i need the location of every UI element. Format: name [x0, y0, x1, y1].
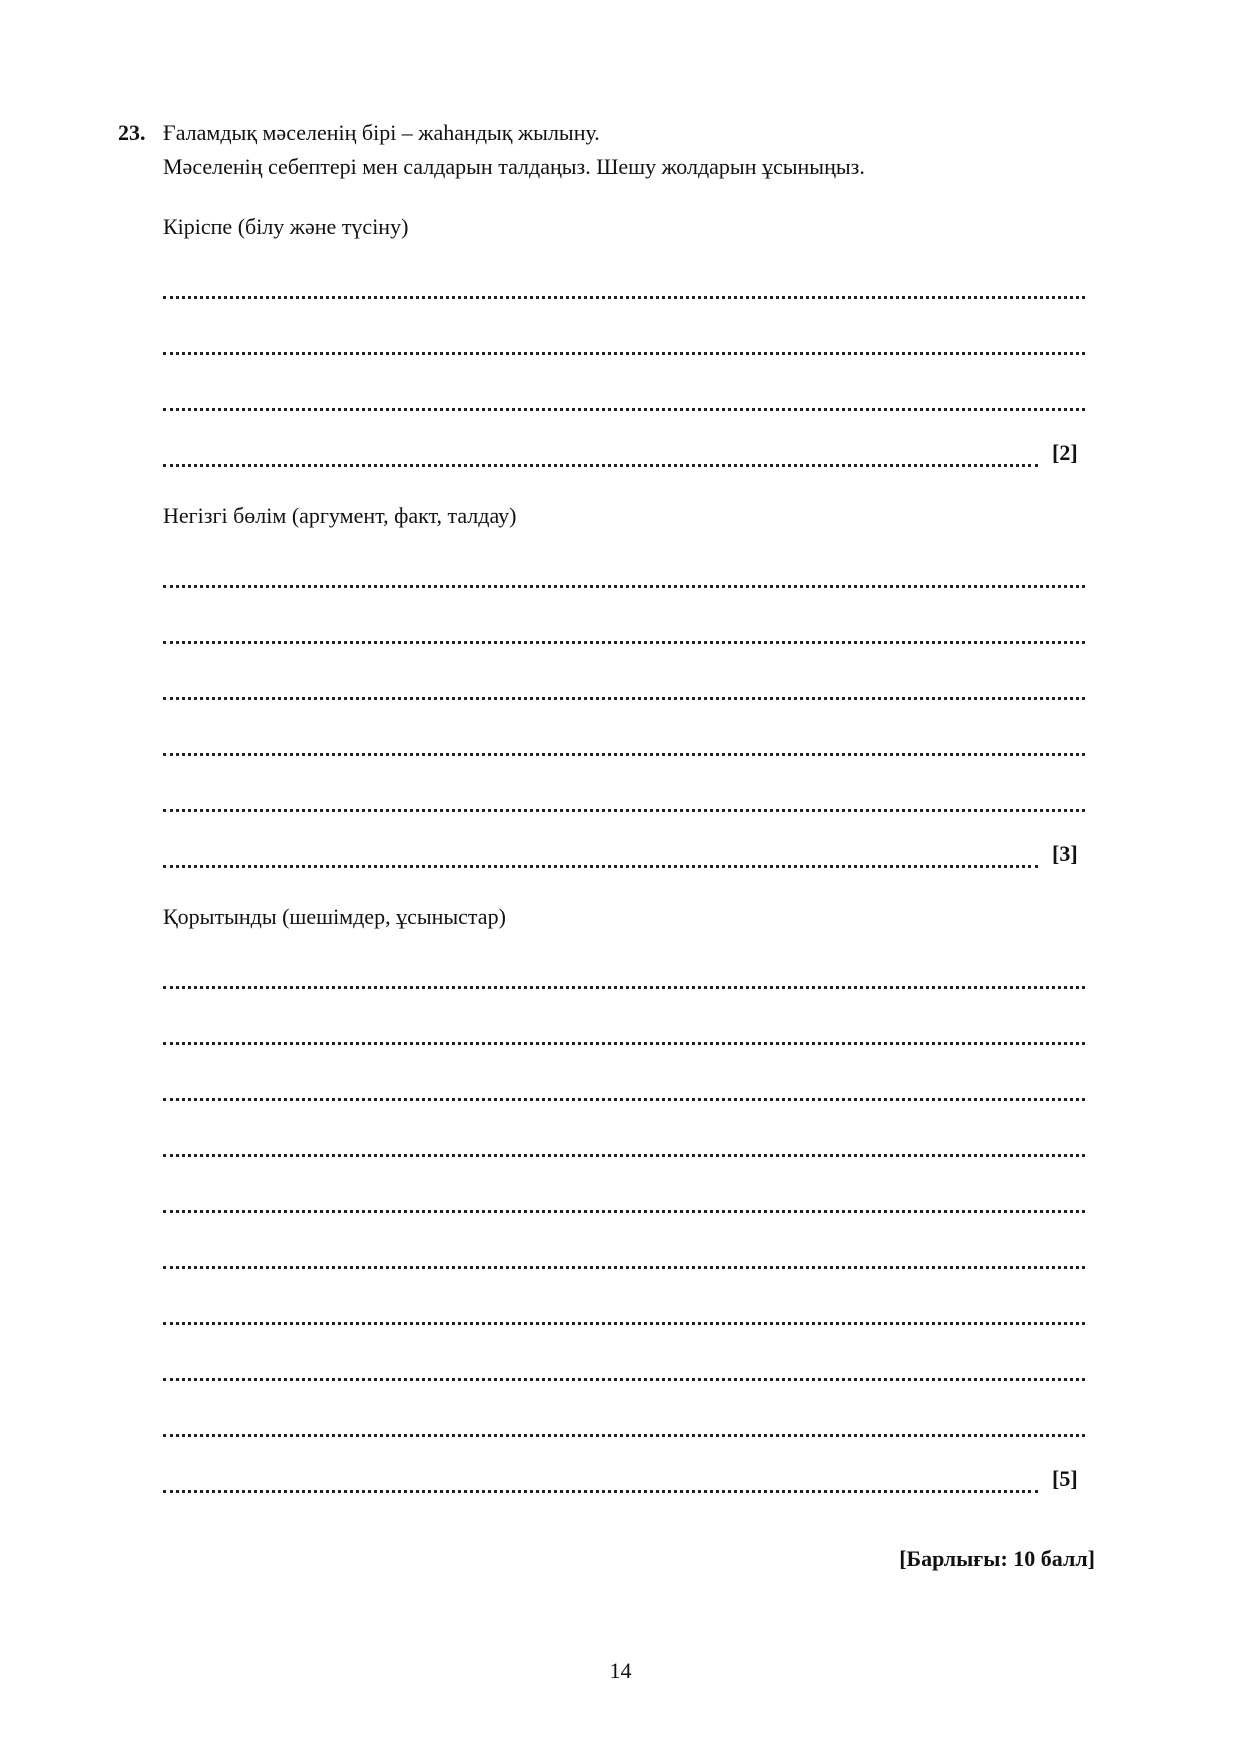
- answer-line[interactable]: [163, 1434, 1085, 1437]
- page-number: 14: [609, 1658, 632, 1683]
- answer-line[interactable]: [163, 352, 1085, 355]
- question-text-line-2: Мәселенің себептері мен салдарын талдаңыз. Шешу жолдарын ұсыныңыз.: [163, 154, 865, 179]
- answer-line[interactable]: [163, 1154, 1085, 1157]
- answer-line[interactable]: [163, 585, 1085, 588]
- answer-line[interactable]: [163, 697, 1085, 700]
- answer-line[interactable]: [163, 809, 1085, 812]
- answer-line[interactable]: [163, 1322, 1085, 1325]
- answer-line[interactable]: [163, 986, 1085, 989]
- section-title-introduction: Кіріспе (білу және түсіну): [163, 214, 409, 239]
- section-title-main-part: Негізгі бөлім (аргумент, факт, талдау): [163, 503, 517, 528]
- question-text-line-1: Ғаламдық мәселенің бірі – жаһандық жылыну.: [163, 120, 600, 145]
- question-number: 23.: [118, 120, 146, 145]
- answer-line[interactable]: [163, 641, 1085, 644]
- section-mark-main-part: [3]: [1052, 841, 1078, 866]
- answer-line[interactable]: [163, 1266, 1085, 1269]
- answer-line[interactable]: [163, 753, 1085, 756]
- answer-line[interactable]: [163, 296, 1085, 299]
- section-mark-introduction: [2]: [1052, 440, 1078, 465]
- answer-line[interactable]: [163, 464, 1038, 467]
- answer-line[interactable]: [163, 1098, 1085, 1101]
- answer-line[interactable]: [163, 1378, 1085, 1381]
- answer-line[interactable]: [163, 865, 1038, 868]
- answer-line[interactable]: [163, 1042, 1085, 1045]
- section-mark-conclusion: [5]: [1052, 1466, 1078, 1491]
- answer-line[interactable]: [163, 408, 1085, 411]
- section-title-conclusion: Қорытынды (шешімдер, ұсыныстар): [163, 904, 506, 929]
- answer-line[interactable]: [163, 1210, 1085, 1213]
- total-score: [Барлығы: 10 балл]: [899, 1546, 1095, 1571]
- answer-line[interactable]: [163, 1490, 1038, 1493]
